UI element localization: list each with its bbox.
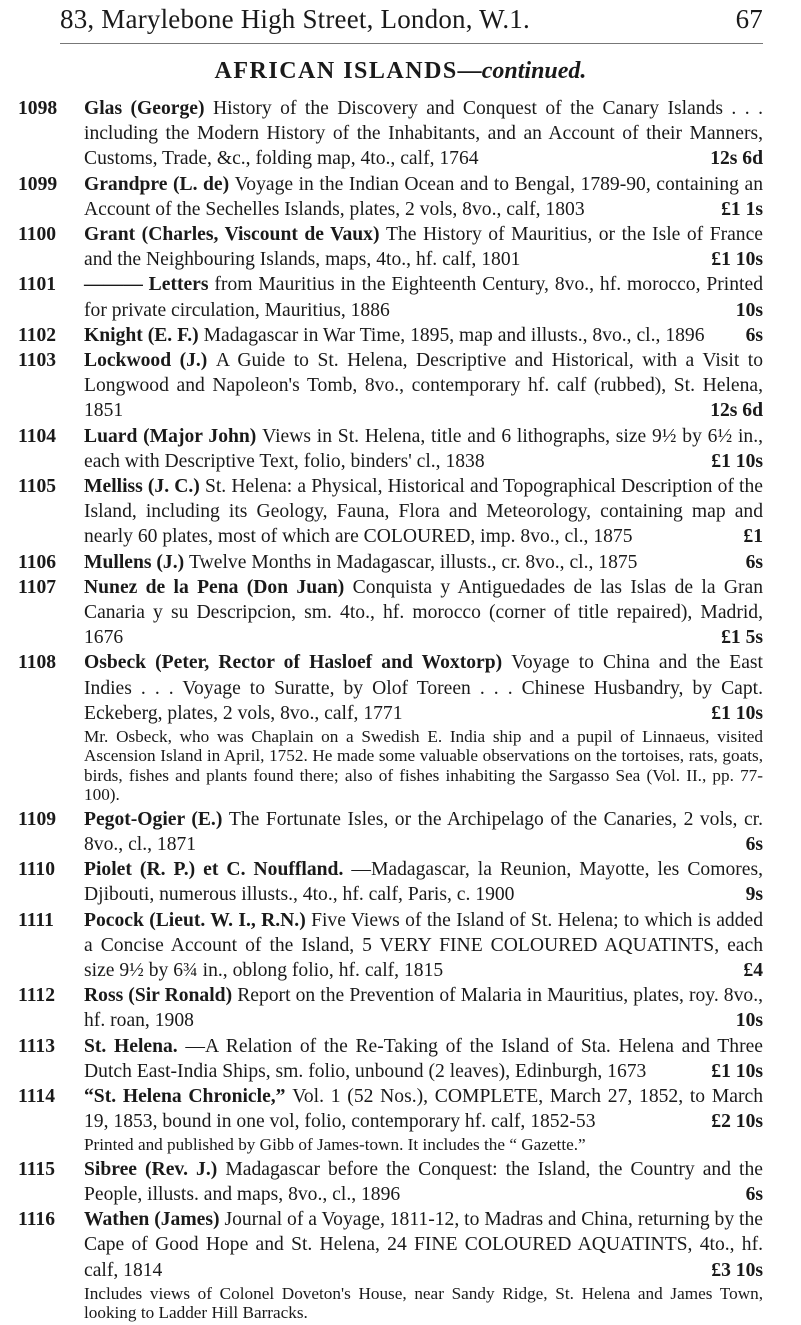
entry-heading: ——— Letters (84, 274, 215, 296)
entry-price: £1 10s (711, 702, 763, 724)
entry-text: St. Helena: a Physical, Historical and Topographical Description of the Island, including its Geology, Fauna, Flora and Meteorology, containing map and nearly 60 plates, most of which are COLOURED, imp. 8vo., cl., 1875 (84, 476, 763, 548)
catalogue-entry (18, 1084, 763, 1134)
entry-text: Madagascar before the Conquest: the Island, the Country and the People, illusts. and maps, 8vo., cl., 1896 (84, 1158, 763, 1205)
entry-text: Five Views of the Island of St. Helena; to which is added a Concise Account of the Island, 5 VERY FINE COLOURED AQUATINTS, each size 9½ by 6¾ in., oblong folio, hf. calf, 1815 (84, 909, 763, 981)
catalogue-entry (18, 1157, 763, 1207)
entry-price: £1 (743, 526, 763, 548)
entry-text: A Guide to St. Helena, Descriptive and Historical, with a Visit to Longwood and Napoleon's Tomb, 8vo., contemporary hf. calf (rubbed), St. Helena, 1851 (84, 350, 763, 422)
entry-text: Views in St. Helena, title and 6 lithographs, size 9½ by 6½ in., each with Descriptive Text, folio, binders' cl., 1838 (84, 425, 763, 472)
entry-price: £1 10s (711, 249, 763, 271)
entry-heading: Grant (Charles, Viscount de Vaux) (84, 224, 387, 246)
entry-heading: Luard (Major John) (84, 425, 263, 447)
entry-heading: St. Helena. (84, 1035, 186, 1057)
entry-heading: Sibree (Rev. J.) (84, 1158, 226, 1180)
lot-number: 1104 (18, 425, 57, 447)
lot-number: 1098 (18, 98, 58, 119)
entry-note: Printed and published by Gibb of James-town. It includes the “ Gazette.” (84, 1135, 586, 1155)
address: 83, Marylebone High Street, London, W.1. (60, 4, 530, 34)
entry-price: £1 1s (721, 198, 763, 220)
catalogue-entry (18, 1034, 763, 1084)
entry-price: 12s 6d (710, 148, 763, 170)
catalogue-entry (18, 96, 763, 172)
entry-price: £1 5s (721, 627, 763, 649)
entry-note: Includes views of Colonel Doveton's House, near Sandy Ridge, St. Helena and James Town, looking to Ladder Hill Barracks. (84, 1283, 763, 1323)
lot-number: 1116 (18, 1209, 56, 1231)
entry-heading: Melliss (J. C.) (84, 476, 205, 498)
entry-heading: Grandpre (L. de) (84, 173, 235, 195)
entry-text: Madagascar in War Time, 1895, map and illusts., 8vo., cl., 1896 (203, 324, 705, 346)
section-title-text: AFRICAN ISLANDS (214, 58, 458, 84)
catalogue-entries (18, 96, 763, 1325)
catalogue-entry (18, 650, 763, 726)
lot-number: 1101 (18, 274, 57, 296)
entry-price: 6s (745, 551, 763, 573)
lot-number: 1099 (18, 173, 58, 195)
entry-heading: Nunez de la Pena (Don Juan) (84, 576, 353, 598)
lot-number: 1103 (18, 350, 57, 372)
lot-number: 1105 (18, 476, 57, 498)
entry-heading: Wathen (James) (84, 1209, 225, 1231)
entry-text: The Fortunate Isles, or the Archipelago of the Canaries, 2 vols, cr. 8vo., cl., 1871 (84, 808, 763, 855)
entry-text: Twelve Months in Madagascar, illusts., cr. 8vo., cl., 1875 (189, 551, 638, 573)
entry-heading: Glas (George) (84, 98, 213, 119)
entry-price: 6s (745, 1183, 763, 1205)
entry-heading: Piolet (R. P.) et C. Nouffland. (84, 859, 352, 881)
catalogue-entry (18, 983, 763, 1033)
entry-note: Mr. Osbeck, who was Chaplain on a Swedish E. India ship and a pupil of Linnaeus, visited Ascension Island in April, 1752. He made some valuable observations on the tortoises, rats, goats, birds, fishes and plants found there; also of fishes inhabiting the Sargasso Sea (Vol. II., pp. 77-100). (84, 727, 763, 805)
catalogue-entry (18, 222, 763, 272)
catalogue-entry (18, 1207, 763, 1283)
entry-price: 6s (745, 833, 763, 855)
catalogue-entry (18, 908, 763, 984)
lot-number: 1109 (18, 808, 57, 830)
lot-number: 1106 (18, 551, 57, 573)
entry-heading: Lockwood (J.) (84, 350, 216, 372)
catalogue-entry (18, 550, 763, 575)
lot-number: 1102 (18, 324, 57, 346)
entry-text: Voyage to China and the East Indies . . . Voyage to Suratte, by Olof Toreen . . . Chinese Husbandry, by Capt. Eckeberg, plates, 2 vols, 8vo., calf, 1771 (84, 652, 763, 724)
entry-price: £4 (743, 959, 763, 981)
entry-price: £1 10s (711, 1060, 763, 1082)
header-rule (60, 43, 763, 44)
entry-text: —A Relation of the Re-Taking of the Island of Sta. Helena and Three Dutch East-India Ships, sm. folio, unbound (2 leaves), Edinburgh, 1673 (84, 1035, 763, 1082)
entry-text: History of the Discovery and Conquest of the Canary Islands . . . including the Modern History of the Inhabitants, and an Account of their Manners, Customs, Trade, &c., folding map, 4to., calf, 1764 (84, 98, 763, 170)
entry-price: 9s (745, 884, 763, 906)
lot-number: 1111 (18, 909, 54, 931)
entry-price: 10s (735, 299, 763, 321)
entry-price: £2 10s (711, 1111, 763, 1133)
lot-number: 1110 (18, 859, 56, 881)
entry-heading: Pocock (Lieut. W. I., R.N.) (84, 909, 312, 931)
section-title (0, 58, 801, 85)
entry-price: 6s (745, 324, 763, 346)
entry-price: 10s (735, 1010, 763, 1032)
entry-text: Vol. 1 (52 Nos.), COMPLETE, March 27, 1852, to March 19, 1853, bound in one vol, folio, contemporary hf. calf, 1852-53 (84, 1085, 763, 1133)
catalogue-entry (18, 323, 763, 348)
lot-number: 1112 (18, 985, 56, 1007)
catalogue-entry (18, 575, 763, 651)
entry-price: £1 10s (711, 450, 763, 472)
catalogue-entry (18, 807, 763, 857)
entry-heading: “St. Helena Chronicle,” (84, 1085, 293, 1107)
entry-text: The History of Mauritius, or the Isle of France and the Neighbouring Islands, maps, 4to., hf. calf, 1801 (84, 224, 763, 271)
entry-heading: Pegot-Ogier (E.) (84, 808, 229, 830)
lot-number: 1108 (18, 652, 57, 674)
lot-number: 1114 (18, 1085, 56, 1107)
catalogue-entry (18, 474, 763, 550)
catalogue-entry (18, 424, 763, 474)
entry-text: from Mauritius in the Eighteenth Century, 8vo., hf. morocco, Printed for private circulation, Mauritius, 1886 (84, 274, 763, 321)
lot-number: 1113 (18, 1035, 56, 1057)
entry-text: Voyage in the Indian Ocean and to Bengal, 1789-90, containing an Account of the Sechelles Islands, plates, 2 vols, 8vo., calf, 1803 (84, 173, 763, 220)
entry-heading: Knight (E. F.) (84, 324, 204, 346)
entry-text: Report on the Prevention of Malaria in Mauritius, plates, roy. 8vo., hf. roan, 1908 (84, 985, 763, 1032)
catalogue-entry (18, 172, 763, 222)
entry-price: £3 10s (711, 1259, 763, 1281)
catalogue-entry (18, 348, 763, 424)
page-number: 67 (735, 4, 763, 34)
entry-text: —Madagascar, la Reunion, Mayotte, les Comores, Djibouti, numerous illusts., 4to., hf. calf, Paris, c. 1900 (84, 859, 763, 906)
section-continued: —continued. (457, 58, 587, 84)
catalogue-entry (18, 272, 763, 322)
lot-number: 1100 (18, 224, 57, 246)
entry-heading: Ross (Sir Ronald) (84, 985, 238, 1007)
entry-text: Conquista y Antiguedades de las Islas de la Gran Canaria y su Descripcion, sm. 4to., hf. morocco (corner of title repaired), Madrid, 1676 (84, 576, 763, 649)
lot-number: 1115 (18, 1158, 56, 1180)
entry-heading: Mullens (J.) (84, 551, 190, 573)
entry-heading: Osbeck (Peter, Rector of Hasloef and Woxtorp) (84, 652, 512, 674)
entry-text: Journal of a Voyage, 1811-12, to Madras and China, returning by the Cape of Good Hope and St. Helena, 24 FINE COLOURED AQUATINTS, 4to., hf. calf, 1814 (84, 1209, 763, 1281)
lot-number: 1107 (18, 576, 57, 598)
running-head (60, 4, 763, 35)
catalogue-entry (18, 857, 763, 907)
entry-price: 12s 6d (710, 400, 763, 422)
